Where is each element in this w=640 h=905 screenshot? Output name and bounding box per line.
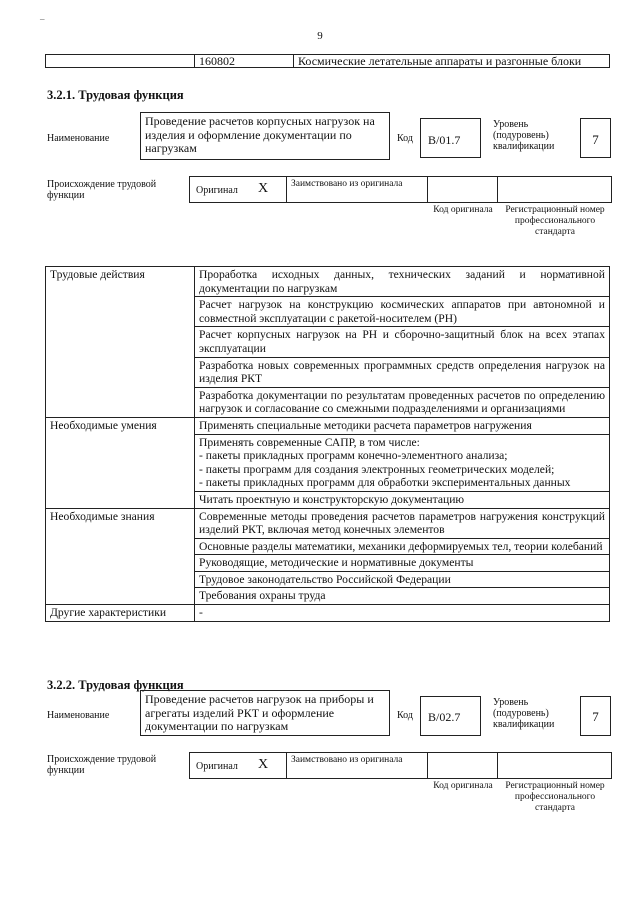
- corner-mark: –: [40, 14, 45, 24]
- origin-divider: [427, 752, 428, 779]
- level-value-2: 7: [580, 696, 611, 736]
- level-label-1: Уровень (подуровень) квалификации: [493, 119, 555, 152]
- code-label-2: Код: [397, 710, 413, 721]
- borrowed-label-1: Заимствовано из оригинала: [291, 179, 403, 189]
- level-label-2: Уровень (подуровень) квалификации: [493, 697, 555, 730]
- original-mark-1: X: [258, 181, 269, 196]
- knowledge-item: Требования охраны труда: [195, 588, 610, 605]
- action-item: Проработка исходных данных, технических заданий и нормативной документации по нагрузкам: [195, 267, 610, 297]
- knowledge-item: Руководящие, методические и нормативные документы: [195, 555, 610, 572]
- other-value: -: [195, 605, 610, 622]
- okso-code: 160802: [194, 54, 235, 68]
- function-name-1: Проведение расчетов корпусных нагрузок на изделия и оформление документации по нагрузкам: [140, 112, 390, 160]
- action-item: Расчет корпусных нагрузок на РН и сборочно-защитный блок на всех этапах эксплуатации: [195, 327, 610, 357]
- action-item: Расчет нагрузок на конструкцию космических аппаратов при автономной и совместной эксплуатации с ракетой-носителем (РН): [195, 297, 610, 327]
- function-details-table: [45, 266, 610, 622]
- okso-name: Космические летательные аппараты и разгонные блоки: [293, 54, 581, 68]
- page-number: 9: [317, 30, 323, 42]
- level-value-1: 7: [580, 118, 611, 158]
- function-name-2: Проведение расчетов нагрузок на приборы и агрегаты изделий РКТ и оформление документации по нагрузкам: [140, 690, 390, 736]
- table-row: [46, 267, 610, 297]
- origin-divider: [427, 176, 428, 203]
- actions-label: Трудовые действия: [46, 267, 195, 418]
- code-orig-label-2: Код оригинала: [433, 781, 493, 791]
- code-label-1: Код: [397, 133, 413, 144]
- skill-item: Применять современные САПР, в том числе: - пакеты прикладных программ конечно-элементного анализа; - пакеты программ для создания электронных геометрических моделей; - пакеты прикладных программ для обработки экспериментальных данных: [195, 434, 610, 491]
- skill-item: Применять специальные методики расчета параметров нагружения: [195, 417, 610, 434]
- original-label-2: Оригинал: [196, 761, 238, 772]
- function-heading-2: 3.2.2. Трудовая функция: [47, 678, 184, 692]
- knowledge-item: Основные разделы математики, механики деформируемых тел, теории колебаний: [195, 538, 610, 555]
- origin-divider: [286, 752, 287, 779]
- knowledge-item: Трудовое законодательство Российской Федерации: [195, 571, 610, 588]
- table-row: [46, 508, 610, 538]
- origin-table-2: [189, 752, 612, 779]
- other-label: Другие характеристики: [46, 605, 195, 622]
- origin-divider: [497, 752, 498, 779]
- original-mark-2: X: [258, 757, 269, 772]
- origin-label-1: Происхождение трудовой функции: [47, 179, 157, 201]
- name-label-2: Наименование: [47, 710, 110, 721]
- function-code-2: B/02.7: [420, 696, 481, 736]
- skill-item: Читать проектную и конструкторскую документацию: [195, 491, 610, 508]
- action-item: Разработка новых современных программных средств определения нагрузок на изделия РКТ: [195, 357, 610, 387]
- table-row: [46, 417, 610, 434]
- skills-label: Необходимые умения: [46, 417, 195, 508]
- origin-label-2: Происхождение трудовой функции: [47, 754, 157, 776]
- knowledge-item: Современные методы проведения расчетов параметров нагружения конструкций изделий РКТ, включая метод конечных элементов: [195, 508, 610, 538]
- function-code-1: B/01.7: [420, 118, 481, 158]
- code-orig-label-1: Код оригинала: [433, 205, 493, 215]
- original-label-1: Оригинал: [196, 185, 238, 196]
- origin-divider: [497, 176, 498, 203]
- action-item: Разработка документации по результатам проведенных расчетов по определению нагрузок и согласование со смежными подразделениями и организациями: [195, 387, 610, 417]
- okso-row: [45, 54, 610, 68]
- borrowed-label-2: Заимствовано из оригинала: [291, 755, 403, 765]
- knowledge-label: Необходимые знания: [46, 508, 195, 605]
- reg-num-label-1: Регистрационный номер профессионального стандарта: [505, 205, 605, 237]
- reg-num-label-2: Регистрационный номер профессионального стандарта: [505, 781, 605, 813]
- function-heading-1: 3.2.1. Трудовая функция: [47, 88, 184, 102]
- origin-divider: [286, 176, 287, 203]
- origin-table-1: [189, 176, 612, 203]
- table-row: [46, 605, 610, 622]
- name-label-1: Наименование: [47, 133, 110, 144]
